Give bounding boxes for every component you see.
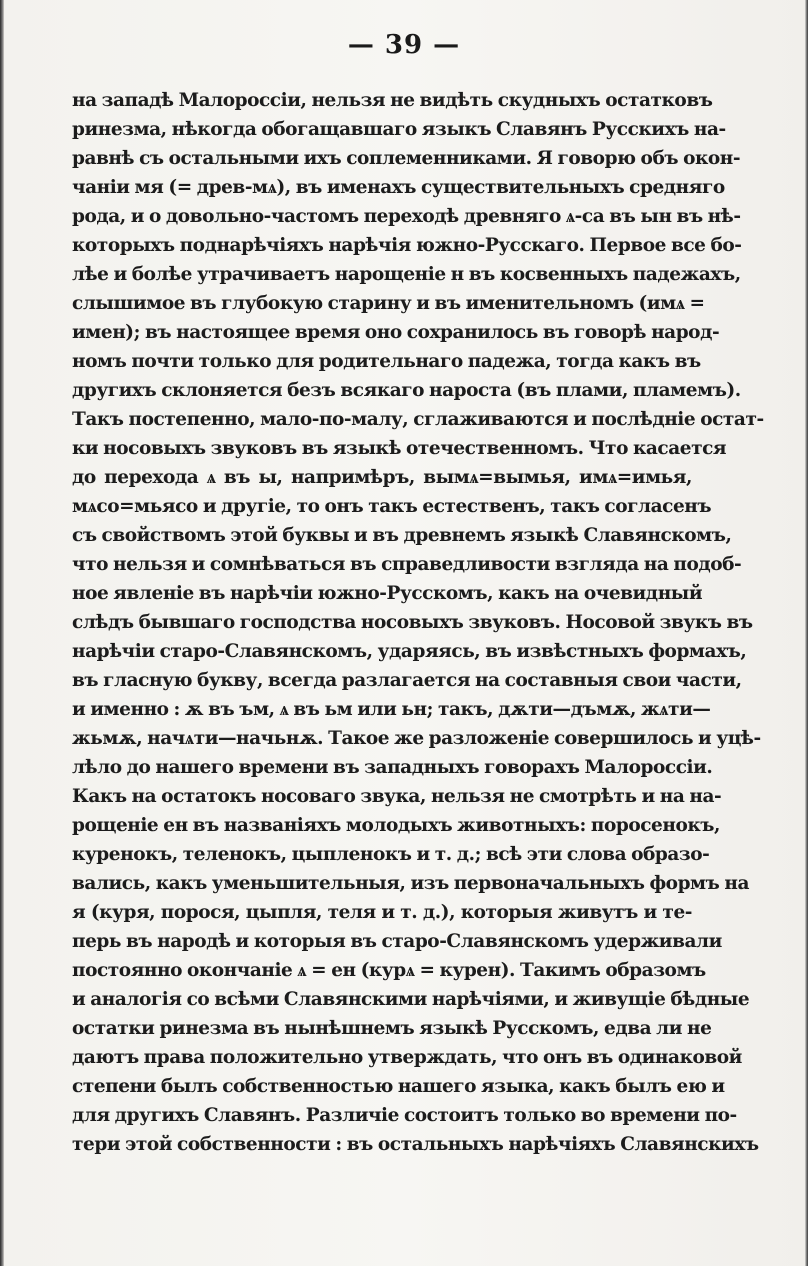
text-line: остатки ринезма въ нынѣшнемъ языкѣ Русскомъ, едва ли не — [72, 1018, 712, 1039]
text-line: лѣло до нашего времени въ западныхъ говорахъ Малороссіи. — [72, 757, 713, 778]
text-line: номъ почти только для родительнаго падежа, тогда какъ въ — [72, 351, 701, 372]
text-line: ки носовыхъ звуковъ въ языкѣ отечественномъ. Что касается — [72, 438, 727, 459]
page-edge-left — [0, 0, 4, 1266]
text-line: степени былъ собственностью нашего языка, какъ былъ ею и — [72, 1076, 725, 1097]
text-line: ное явленіе въ нарѣчіи южно-Русскомъ, какъ на очевидный — [72, 583, 703, 604]
text-line: другихъ склоняется безъ всякаго нароста (въ плами, пламемъ). — [72, 380, 741, 401]
text-line: ринезма, нѣкогда обогащавшаго языкъ Славянъ Русскихъ на- — [72, 119, 726, 140]
text-line: рощеніе ен въ названіяхъ молодыхъ животныхъ: поросенокъ, — [72, 815, 720, 836]
text-line: слѣдъ бывшаго господства носовыхъ звуковъ. Носовой звукъ въ — [72, 612, 753, 633]
text-line: и аналогія со всѣми Славянскими нарѣчіями, и живущіе бѣдные — [72, 989, 750, 1010]
text-line: имен); въ настоящее время оно сохранилось въ говорѣ народ- — [72, 322, 720, 343]
text-line: перь въ народѣ и которыя въ старо-Славянскомъ удерживали — [72, 931, 722, 952]
text-line: я (куря, порося, цыпля, теля и т. д.), которыя живутъ и те- — [72, 902, 692, 923]
text-line: рода, и о довольно-частомъ переходѣ древняго ѧ-са въ ын въ нѣ- — [72, 206, 741, 227]
text-line: въ гласную букву, всегда разлагается на составныя свои части, — [72, 670, 742, 691]
text-line: лѣе и болѣе утрачиваетъ нарощеніе н въ косвенныхъ падежахъ, — [72, 264, 741, 285]
body-text — [72, 86, 764, 1159]
text-line: до перехода ѧ въ ы, напримѣръ, вымѧ=вымья, имѧ=имья, — [72, 467, 692, 488]
text-line: жьмѫ, начѧти—начьнѫ. Такое же разложеніе совершилось и уцѣ- — [72, 728, 761, 749]
text-line: Такъ постепенно, мало-по-малу, сглаживаются и послѣдніе остат- — [72, 409, 764, 430]
text-line: даютъ права положительно утверждать, что онъ въ одинаковой — [72, 1047, 742, 1068]
text-line: Какъ на остатокъ носоваго звука, нельзя не смотрѣть и на на- — [72, 786, 722, 807]
text-line: тери этой собственности : въ остальныхъ нарѣчіяхъ Славянскихъ — [72, 1134, 759, 1155]
text-line: вались, какъ уменьшительныя, изъ первоначальныхъ формъ на — [72, 873, 750, 894]
text-line: для другихъ Славянъ. Различіе состоитъ только во времени по- — [72, 1105, 737, 1126]
text-line: нарѣчіи старо-Славянскомъ, ударяясь, въ извѣстныхъ формахъ, — [72, 641, 747, 662]
text-line: мѧсо=мьясо и другіе, то онъ такъ естественъ, такъ согласенъ — [72, 496, 712, 517]
text-line: куренокъ, теленокъ, цыпленокъ и т. д.; всѣ эти слова образо- — [72, 844, 710, 865]
text-line: что нельзя и сомнѣваться въ справедливости взгляда на подоб- — [72, 554, 742, 575]
text-line: съ свойствомъ этой буквы и въ древнемъ языкѣ Славянскомъ, — [72, 525, 732, 546]
text-line: слышимое въ глубокую старину и въ именительномъ (имѧ = — [72, 293, 705, 314]
text-line: которыхъ поднарѣчіяхъ нарѣчія южно-Русскаго. Первое все бо- — [72, 235, 742, 256]
text-line: и именно : ѫ въ ъм, ѧ въ ьм или ьн; такъ, дѫти—дъмѫ, жѧти— — [72, 699, 711, 720]
text-line: постоянно окончаніе ѧ = ен (курѧ = курен). Такимъ образомъ — [72, 960, 706, 981]
page-number: — 39 — — [347, 30, 461, 60]
text-line: равнѣ съ остальными ихъ соплеменниками. Я говорю объ окон- — [72, 148, 741, 169]
text-line: чаніи мя (= древ-мѧ), въ именахъ существительныхъ средняго — [72, 177, 725, 198]
text-line: на западѣ Малороссіи, нельзя не видѣть скудныхъ остатковъ — [72, 90, 713, 111]
